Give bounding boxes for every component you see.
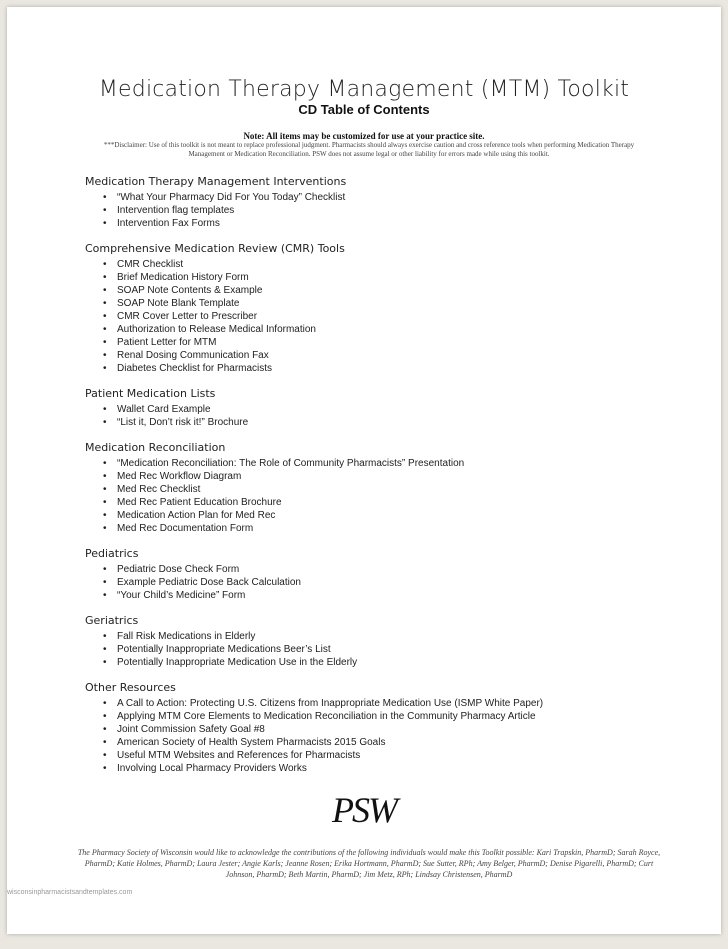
list-item: • Diabetes Checklist for Pharmacists [117,362,685,375]
list-item: • Med Rec Patient Education Brochure [117,496,685,509]
list-item: • Med Rec Checklist [117,483,685,496]
list-item: • SOAP Note Contents & Example [117,284,685,297]
section-patient-medication-lists [85,387,685,429]
list-item: • Example Pediatric Dose Back Calculation [117,576,685,589]
list-item: • Pediatric Dose Check Form [117,563,685,576]
list-item: • Fall Risk Medications in Elderly [117,630,685,643]
list-item: • CMR Checklist [117,258,685,271]
list-item: • Intervention Fax Forms [117,217,685,230]
section-heading: Medication Reconciliation [85,441,226,454]
list-item: • American Society of Health System Pharmacists 2015 Goals [117,736,685,749]
item-list [85,630,685,669]
list-item: • Potentially Inappropriate Medication Use in the Elderly [117,656,685,669]
section-heading: Comprehensive Medication Review (CMR) Tools [85,242,345,255]
list-item: • Med Rec Documentation Form [117,522,685,535]
document-page [7,7,721,934]
list-item: • Patient Letter for MTM [117,336,685,349]
list-item: • “What Your Pharmacy Did For You Today” Checklist [117,191,685,204]
section-heading: Pediatrics [85,547,139,560]
section-heading: Geriatrics [85,614,139,627]
list-item: • SOAP Note Blank Template [117,297,685,310]
list-item: • Brief Medication History Form [117,271,685,284]
section-heading: Other Resources [85,681,176,694]
section-heading: Patient Medication Lists [85,387,216,400]
acknowledgements-text: The Pharmacy Society of Wisconsin would like to acknowledge the contributions of the following individuals would make this Toolkit possible: Kari Trapskin, PharmD; Sarah Royce, PharmD; Katie Holmes, PharmD; Laura Jester; Angie Karls; Jeanne Rosen; Erika Hortmann, PharmD; Sue Sutter, RPh; Amy Belger, PharmD; Denise Pigarelli, PharmD; Curt Johnson, PharmD; Beth Martin, PharmD; Jim Metz, RPh; Lindsay Christensen, PharmD [77,848,661,879]
page-title: Medication Therapy Management (MTM) Toolkit [98,77,630,102]
section-geriatrics [85,614,685,669]
watermark-text: wisconsinpharmacistsandtemplates.com [7,889,133,896]
table-of-contents [85,175,685,787]
list-item: • Med Rec Workflow Diagram [117,470,685,483]
list-item: • “List it, Don’t risk it!” Brochure [117,416,685,429]
section-cmr-tools [85,242,685,375]
section-heading: Medication Therapy Management Interventions [85,175,347,188]
customization-note: Note: All items may be customized for use at your practice site. [243,131,485,141]
item-list [85,697,685,775]
list-item: • A Call to Action: Protecting U.S. Citizens from Inappropriate Medication Use (ISMP White Paper) [117,697,685,710]
list-item: • Medication Action Plan for Med Rec [117,509,685,522]
list-item: • Joint Commission Safety Goal #8 [117,723,685,736]
list-item: • Applying MTM Core Elements to Medication Reconciliation in the Community Pharmacy Article [117,710,685,723]
item-list [85,403,685,429]
list-item: • Involving Local Pharmacy Providers Works [117,762,685,775]
item-list [85,457,685,535]
section-other-resources [85,681,685,775]
section-mtm-interventions [85,175,685,230]
psw-logo: PSW [332,790,396,830]
list-item: • Useful MTM Websites and References for Pharmacists [117,749,685,762]
list-item: • Wallet Card Example [117,403,685,416]
disclaimer-text: ***Disclaimer: Use of this toolkit is not meant to replace professional judgment. Pharmacists should always exercise caution and cross reference tools when performing Medication Therapy Management or Medication Reconciliation. PSW does not assume legal or other liability for errors made while using this toolkit. [103,141,635,158]
list-item: • Intervention flag templates [117,204,685,217]
list-item: • Potentially Inappropriate Medications Beer’s List [117,643,685,656]
section-pediatrics [85,547,685,602]
item-list [85,563,685,602]
item-list [85,258,685,375]
page-subtitle: CD Table of Contents [298,102,430,117]
list-item: • Renal Dosing Communication Fax [117,349,685,362]
item-list [85,191,685,230]
section-medication-reconciliation [85,441,685,535]
list-item: • Authorization to Release Medical Information [117,323,685,336]
list-item: • “Medication Reconciliation: The Role of Community Pharmacists” Presentation [117,457,685,470]
list-item: • “Your Child’s Medicine” Form [117,589,685,602]
list-item: • CMR Cover Letter to Prescriber [117,310,685,323]
